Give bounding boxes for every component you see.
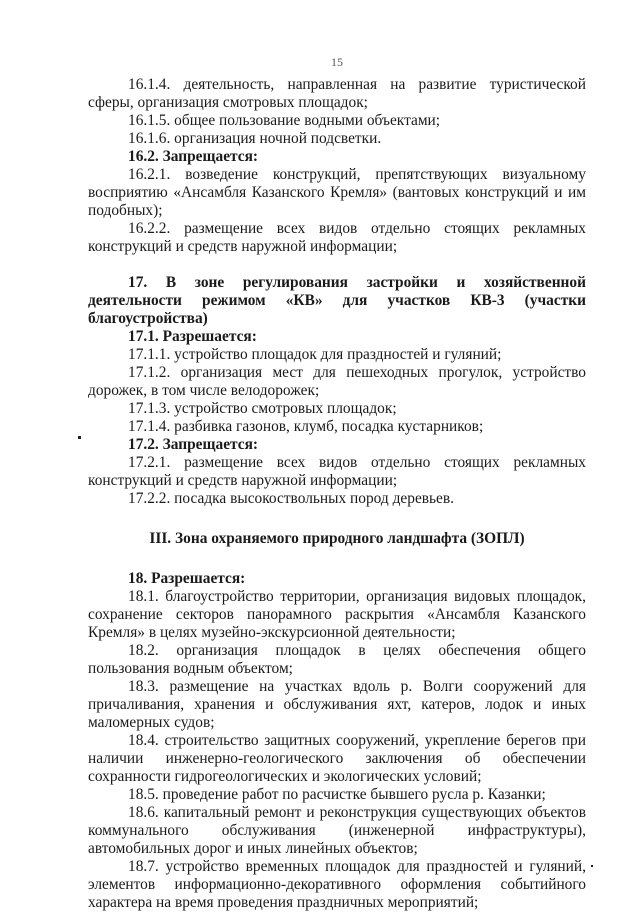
scan-speck [78,436,81,439]
paragraph-16-1-4: 16.1.4. деятельность, направленная на развитие туристической сферы, организация смотровых площадок; [88,76,586,111]
paragraph-17-1-1: 17.1.1. устройство площадок для праздностей и гуляний; [128,346,502,363]
paragraph-17-2-2: 17.2.2. посадка высокоствольных пород деревьев. [128,490,455,507]
paragraph-17-1-3: 17.1.3. устройство смотровых площадок; [128,400,397,417]
heading-section-17: 17. В зоне регулирования застройки и хозяйственной деятельности режимом «КВ» для участков КВ-3 (участки благоустройства) [88,274,586,327]
heading-17-1: 17.1. Разрешается: [128,328,257,345]
heading-part-iii: III. Зона охраняемого природного ландшафта (ЗОПЛ) [149,530,525,547]
paragraph-16-2-2: 16.2.2. размещение всех видов отдельно стоящих рекламных конструкций и средств наружной информации; [88,220,586,255]
page-number: 15 [331,55,343,69]
paragraph-18-3: 18.3. размещение на участках вдоль р. Волги сооружений для причаливания, хранения и обслуживания яхт, катеров, лодок и иных маломерных судов; [88,678,586,731]
paragraph-16-1-5: 16.1.5. общее пользование водными объектами; [128,112,441,129]
paragraph-17-1-4: 17.1.4. разбивка газонов, клумб, посадка кустарников; [128,418,484,435]
paragraph-18-5: 18.5. проведение работ по расчистке бывшего русла р. Казанки; [128,786,546,803]
paragraph-17-2-1: 17.2.1. размещение всех видов отдельно стоящих рекламных конструкций и средств наружной информации; [88,454,586,489]
document-body [88,76,586,912]
spacer [88,508,586,530]
spacer [88,548,586,570]
spacer [88,256,586,274]
paragraph-18-6: 18.6. капитальный ремонт и реконструкция существующих объектов коммунального обслуживания (инженерной инфраструктуры), автомобильных дорог и иных линейных объектов; [88,804,586,857]
paragraph-18-2: 18.2. организация площадок в целях обеспечения общего пользования водным объектом; [88,642,586,677]
paragraph-18-7: 18.7. устройство временных площадок для праздностей и гуляний, элементов информационно-декоративного оформления событийного характера на время проведения праздничных мероприятий; [88,858,586,911]
paragraph-18-4: 18.4. строительство защитных сооружений, укрепление берегов при наличии инженерно-геологического заключения об обеспечении сохранности гидрогеологических и экологических условий; [88,732,586,785]
paragraph-16-2-1: 16.2.1. возведение конструкций, препятствующих визуальному восприятию «Ансамбля Казанского Кремля» (вантовых конструкций и им подобных); [88,166,586,219]
heading-17-2: 17.2. Запрещается: [128,436,259,453]
paragraph-18-1: 18.1. благоустройство территории, организация видовых площадок, сохранение секторов панорамного раскрытия «Ансамбля Казанского Кремля» в целях музейно-экскурсионной деятельности; [88,588,586,641]
scan-speck [591,865,593,867]
paragraph-17-1-2: 17.1.2. организация мест для пешеходных прогулок, устройство дорожек, в том числе велодорожек; [88,364,586,399]
paragraph-16-1-6: 16.1.6. организация ночной подсветки. [128,130,382,147]
heading-16-2: 16.2. Запрещается: [128,148,259,165]
heading-18: 18. Разрешается: [128,570,246,587]
